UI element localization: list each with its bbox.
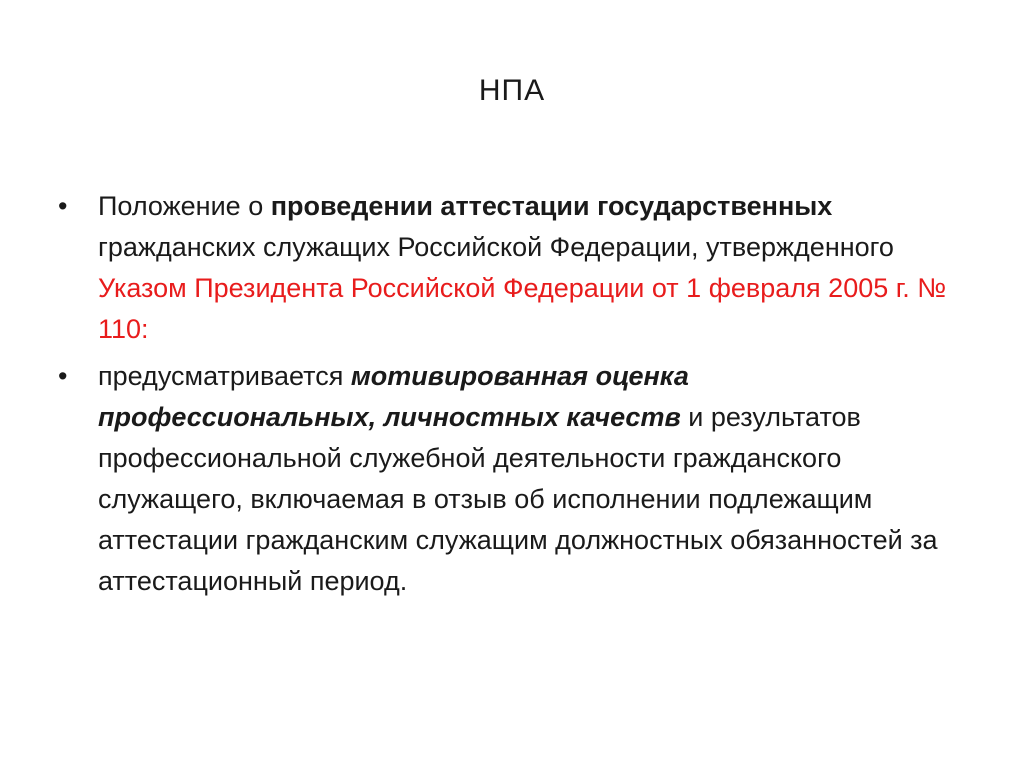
bullet-list xyxy=(58,186,958,602)
item-1-text-cont: гражданских служащих Российской Федерации, утвержденного xyxy=(98,232,894,262)
decree-reference: Указом Президента Российской Федерации от 1 февраля 2005 г. № 110: xyxy=(98,273,947,344)
slide-title: НПА xyxy=(478,74,546,107)
item-1-bold-text: проведении аттестации государственных xyxy=(270,191,833,221)
bullet-icon: • xyxy=(58,361,68,391)
bullet-item-2 xyxy=(58,356,958,602)
item-2-text: предусматривается xyxy=(98,361,351,391)
item-2-emphasis: мотивированная оценка профессиональных, личностных качеств xyxy=(98,361,689,432)
bullet-icon: • xyxy=(58,191,68,221)
item-2-text-cont: и результатов профессиональной служебной деятельности гражданского служащего, включаемая в отзыв об исполнении подлежащим аттестации гражданским служащим должностных обязанностей за аттестационный период. xyxy=(98,402,938,596)
bullet-item-1 xyxy=(58,186,958,350)
item-1-text: Положение о xyxy=(98,191,271,221)
